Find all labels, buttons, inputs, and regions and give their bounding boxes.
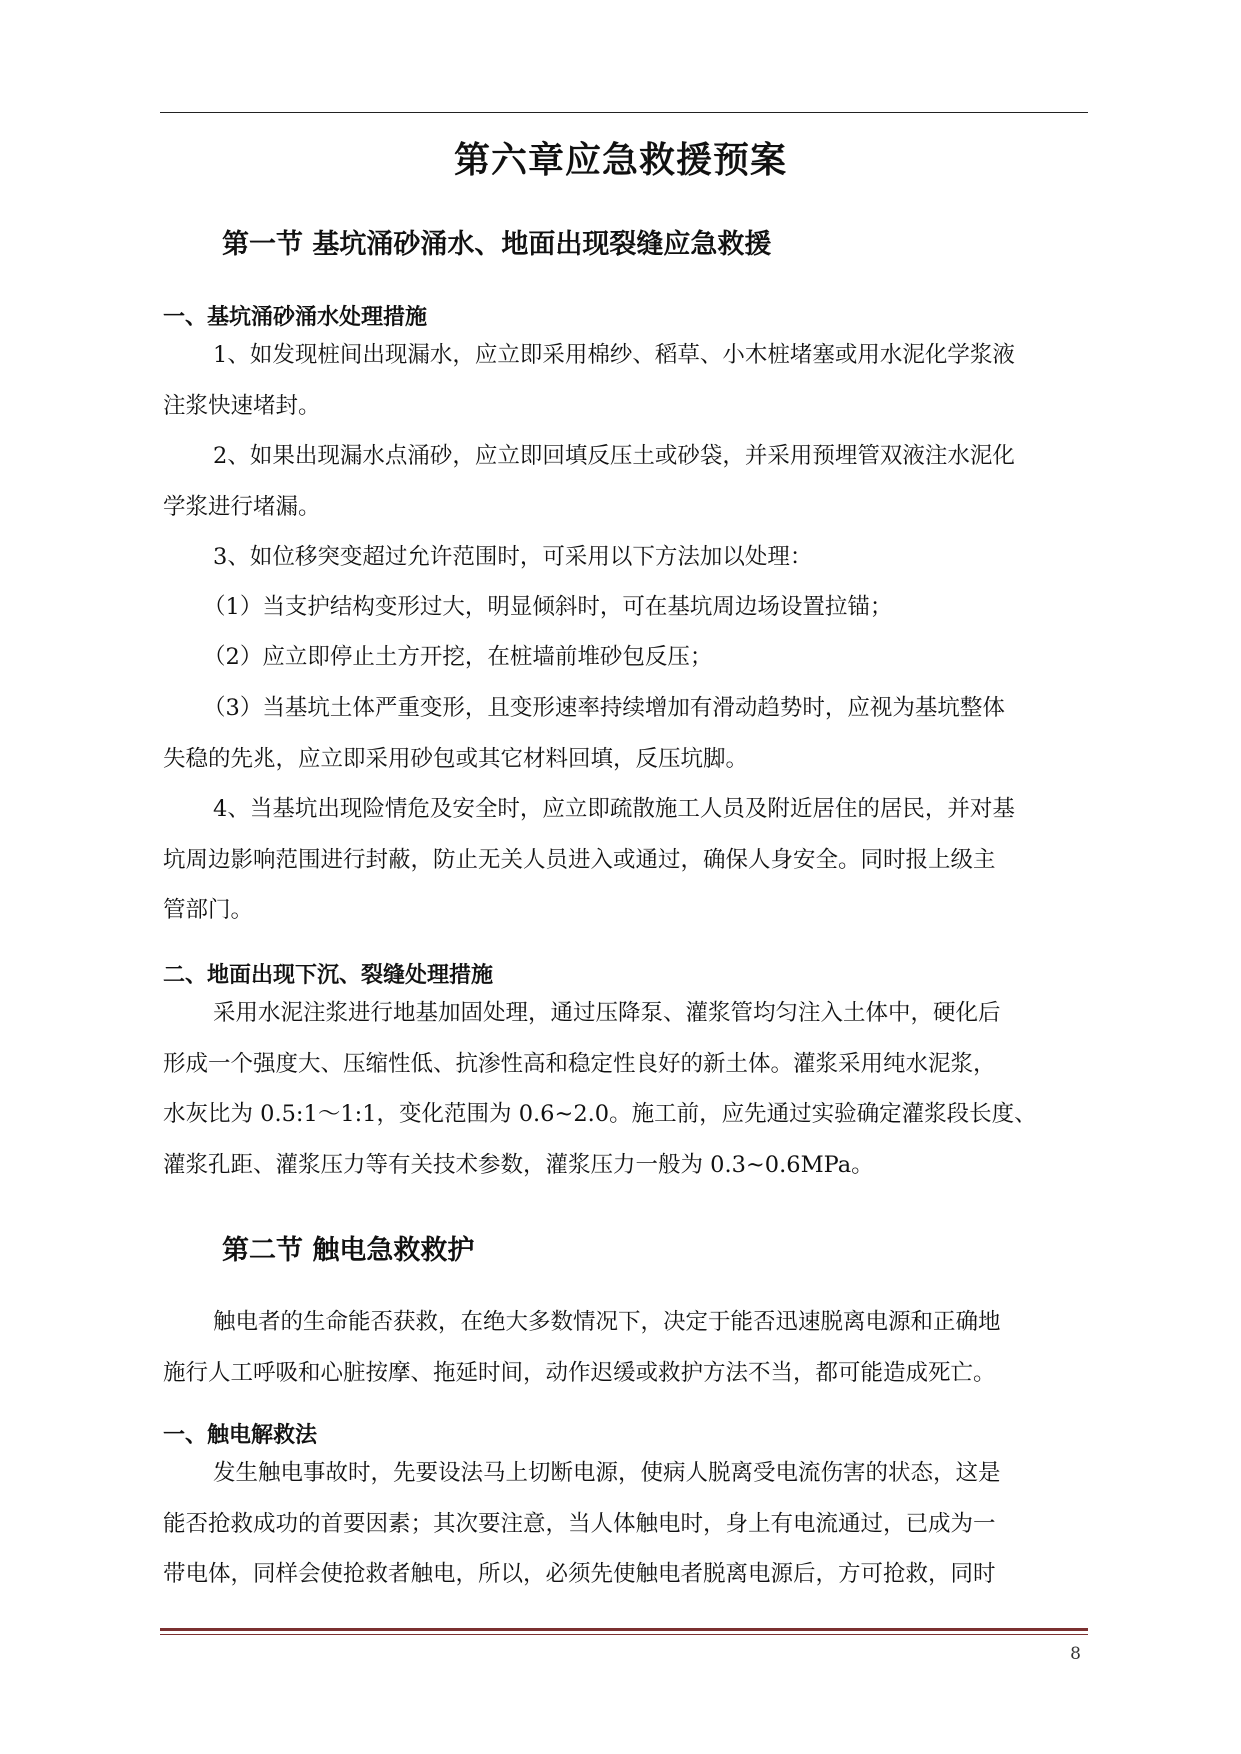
paragraph-8 [163, 988, 1085, 1190]
text-line: 水灰比为 0.5:1～1:1，变化范围为 0.6~2.0。施工前，应先通过实验确定灌浆段长度、 [163, 1101, 1037, 1127]
text-line: （2）应立即停止土方开挖，在桩墙前堆砂包反压； [203, 644, 713, 670]
paragraph-5 [163, 632, 1085, 683]
paragraph-7 [163, 784, 1085, 936]
text-line: 失稳的先兆，应立即采用砂包或其它材料回填，反压坑脚。 [163, 745, 749, 772]
paragraph-6 [163, 683, 1085, 784]
section-1-sub-1-heading: 一、基坑涌砂涌水处理措施 [163, 305, 428, 330]
text-line: 2、如果出现漏水点涌砂，应立即回填反压土或砂袋，并采用预埋管双液注水泥化 [213, 443, 1015, 469]
text-line: 带电体，同样会使抢救者触电，所以，必须先使触电者脱离电源后，方可抢救，同时 [163, 1561, 996, 1587]
header-rule [160, 112, 1088, 113]
section-2-sub-1-heading: 一、触电解救法 [163, 1423, 318, 1448]
text-line: 触电者的生命能否获救，在绝大多数情况下，决定于能否迅速脱离电源和正确地 [213, 1309, 1001, 1335]
paragraph-3 [163, 532, 1085, 583]
section-1-title: 第一节 基坑涌砂涌水、地面出现裂缝应急救援 [222, 229, 772, 260]
paragraph-10 [163, 1448, 1085, 1600]
paragraph-2 [163, 431, 1085, 532]
text-line: 3、如位移突变超过允许范围时，可采用以下方法加以处理： [213, 544, 813, 570]
text-line: 灌浆孔距、灌浆压力等有关技术参数，灌浆压力一般为 0.3~0.6MPa。 [163, 1151, 874, 1178]
text-line: 注浆快速堵封。 [163, 392, 321, 419]
text-line: 1、如发现桩间出现漏水，应立即采用棉纱、稻草、小木桩堵塞或用水泥化学浆液 [213, 342, 1015, 368]
paragraph-4 [163, 582, 1085, 633]
paragraph-9 [163, 1297, 1085, 1398]
text-line: 采用水泥注浆进行地基加固处理，通过压降泵、灌浆管均匀注入土体中，硬化后 [213, 1000, 1001, 1026]
footer-rule [160, 1628, 1088, 1631]
text-line: 4、当基坑出现险情危及安全时，应立即疏散施工人员及附近居住的居民，并对基 [213, 796, 1015, 822]
text-line: （3）当基坑土体严重变形，且变形速率持续增加有滑动趋势时，应视为基坑整体 [203, 695, 1005, 721]
text-line: 坑周边影响范围进行封蔽，防止无关人员进入或通过，确保人身安全。同时报上级主 [163, 846, 996, 873]
text-line: （1）当支护结构变形过大，明显倾斜时，可在基坑周边场设置拉锚； [203, 594, 893, 620]
page-number: 8 [1070, 1644, 1081, 1664]
text-line: 管部门。 [163, 897, 254, 923]
chapter-title: 第六章应急救援预案 [453, 139, 787, 181]
text-line: 能否抢救成功的首要因素；其次要注意，当人体触电时，身上有电流通过，已成为一 [163, 1510, 996, 1537]
section-1-sub-2-heading: 二、地面出现下沉、裂缝处理措施 [163, 963, 494, 988]
footer-rule-thin [160, 1634, 1088, 1635]
text-line: 施行人工呼吸和心脏按摩、拖延时间，动作迟缓或救护方法不当，都可能造成死亡。 [163, 1359, 996, 1386]
text-line: 发生触电事故时，先要设法马上切断电源，使病人脱离受电流伤害的状态，这是 [213, 1460, 1001, 1486]
paragraph-1 [163, 330, 1085, 431]
section-2-title: 第二节 触电急救救护 [222, 1235, 475, 1266]
text-line: 学浆进行堵漏。 [163, 493, 321, 520]
text-line: 形成一个强度大、压缩性低、抗渗性高和稳定性良好的新土体。灌浆采用纯水泥浆， [163, 1050, 996, 1077]
